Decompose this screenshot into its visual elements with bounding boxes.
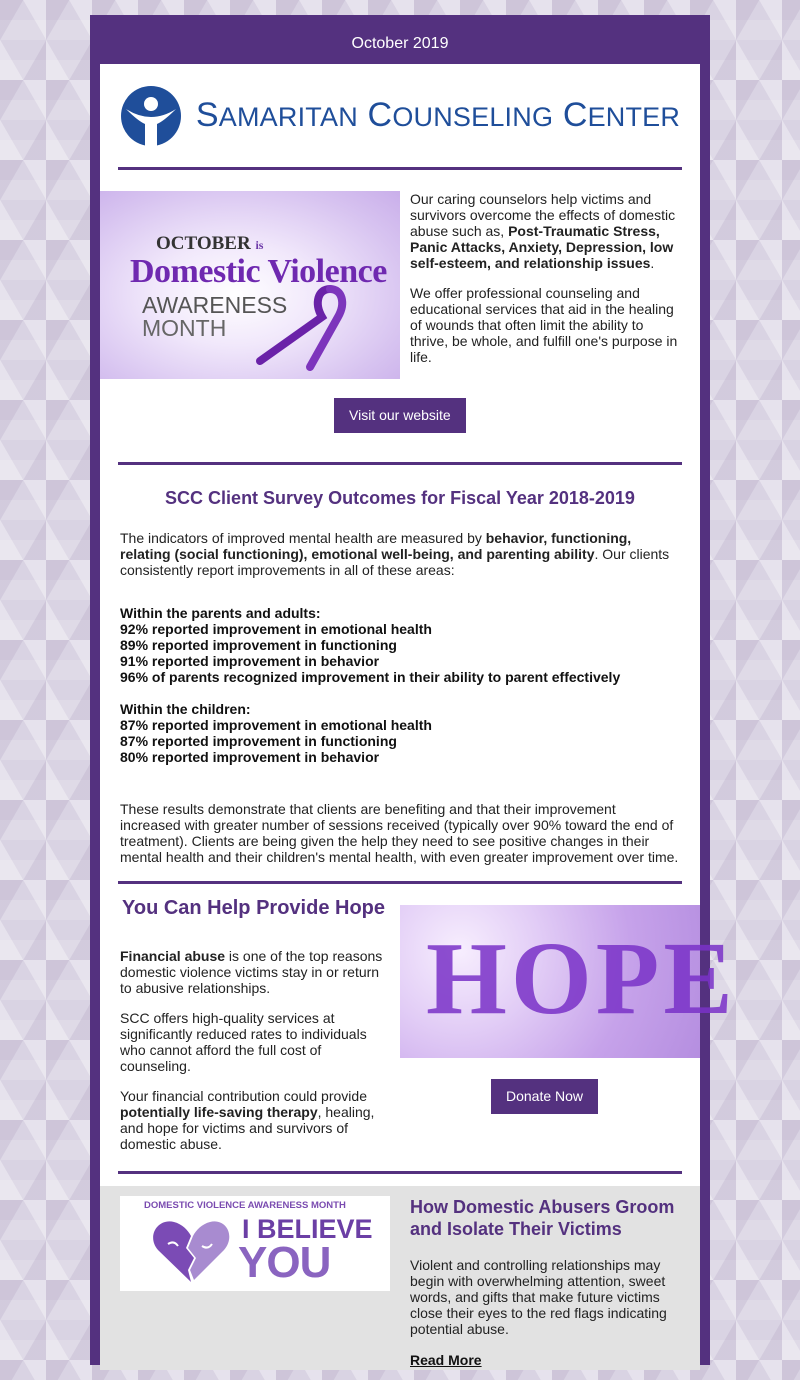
hope-paragraph-3: Your financial contribution could provide potentially life-saving therapy, healing, and hope for victims and survivors of domestic abuse. <box>120 1088 375 1152</box>
hope-section <box>100 884 737 1171</box>
section-divider <box>118 1171 682 1174</box>
dv-october-text: OCTOBER is <box>156 233 264 254</box>
newsletter-frame <box>90 15 737 1368</box>
believe-image-caption: DOMESTIC VIOLENCE AWARENESS MONTH <box>144 1200 346 1211</box>
read-more-link[interactable]: Read More <box>410 1352 482 1368</box>
survey-closing: These results demonstrate that clients are benefiting and that their improvement increased with greater number of sessions received (typically over 90% toward the end of treatment). Clients are being given the help they need to see positive changes in their mental health and their children's mental health, with even greater improvement over time. <box>120 801 679 865</box>
hope-paragraph-2: SCC offers high-quality services at significantly reduced rates to individuals who cannot afford the full cost of counseling. <box>120 1010 367 1074</box>
list-item: 80% reported improvement in behavior <box>120 749 380 765</box>
donate-now-button[interactable]: Donate Now <box>491 1079 598 1114</box>
dv-awareness-image[interactable] <box>100 191 400 379</box>
dv-awareness-text: AWARENESS <box>142 292 288 318</box>
newsletter-body <box>100 64 737 1368</box>
dv-title-text: Domestic Violence <box>130 253 387 290</box>
newsletter-date: October 2019 <box>351 35 449 52</box>
article-description: Violent and controlling relationships may begin with overwhelming attention, sweet words, and gifts that make future victims close their eyes to the red flags indicating potential abuse. <box>410 1257 667 1337</box>
dv-month-text: MONTH <box>142 315 227 341</box>
list-item: 89% reported improvement in functioning <box>120 637 397 653</box>
believe-line-1: I BELIEVE <box>242 1214 373 1244</box>
list-item: 92% reported improvement in emotional health <box>120 621 432 637</box>
intro-paragraph-1: Our caring counselors help victims and survivors overcome the effects of domestic abuse such as, Post-Traumatic Stress, Panic Attacks, Anxiety, Depression, low self-esteem, and relationship issues. <box>410 191 676 271</box>
hope-text <box>120 948 385 1166</box>
children-results <box>120 701 680 765</box>
list-item: 96% of parents recognized improvement in their ability to parent effectively <box>120 669 621 685</box>
hope-image-word: HOPE <box>426 921 737 1036</box>
intro-paragraph-2: We offer professional counseling and educational services that aid in the healing of wounds that often limit the ability to thrive, be whole, and fulfill one's purpose in life. <box>410 285 678 365</box>
believe-line-2: YOU <box>238 1238 331 1287</box>
logo-text: SAMARITAN COUNSELING CENTER <box>195 96 681 134</box>
adults-results <box>120 605 680 685</box>
purple-ribbon-icon <box>300 281 360 371</box>
list-item: 87% reported improvement in emotional health <box>120 717 432 733</box>
logo[interactable] <box>100 64 700 167</box>
i-believe-you-image[interactable] <box>120 1196 390 1291</box>
survey-intro: The indicators of improved mental health are measured by behavior, functioning, relating (social functioning), emotional well-being, and parenting ability. Our clients consistently report improvements in all of these areas: <box>120 530 670 578</box>
intro-section <box>100 170 700 462</box>
children-heading: Within the children: <box>120 701 251 717</box>
broken-heart-icon <box>150 1218 232 1284</box>
hope-paragraph-1: Financial abuse is one of the top reasons domestic violence victims stay in or return to abusive relationships. <box>120 948 383 996</box>
hope-image[interactable] <box>400 905 737 1058</box>
survey-section <box>100 465 700 865</box>
survey-title: SCC Client Survey Outcomes for Fiscal Year 2018-2019 <box>165 488 635 508</box>
visit-website-button[interactable]: Visit our website <box>334 398 466 433</box>
article-title[interactable]: How Domestic Abusers Groom and Isolate Their Victims <box>410 1197 675 1239</box>
hope-title: You Can Help Provide Hope <box>122 897 385 919</box>
article-section <box>100 1186 700 1370</box>
list-item: 91% reported improvement in behavior <box>120 653 380 669</box>
list-item: 87% reported improvement in functioning <box>120 733 397 749</box>
logo-figure-icon <box>120 85 182 147</box>
adults-heading: Within the parents and adults: <box>120 605 321 621</box>
intro-text <box>410 191 685 379</box>
